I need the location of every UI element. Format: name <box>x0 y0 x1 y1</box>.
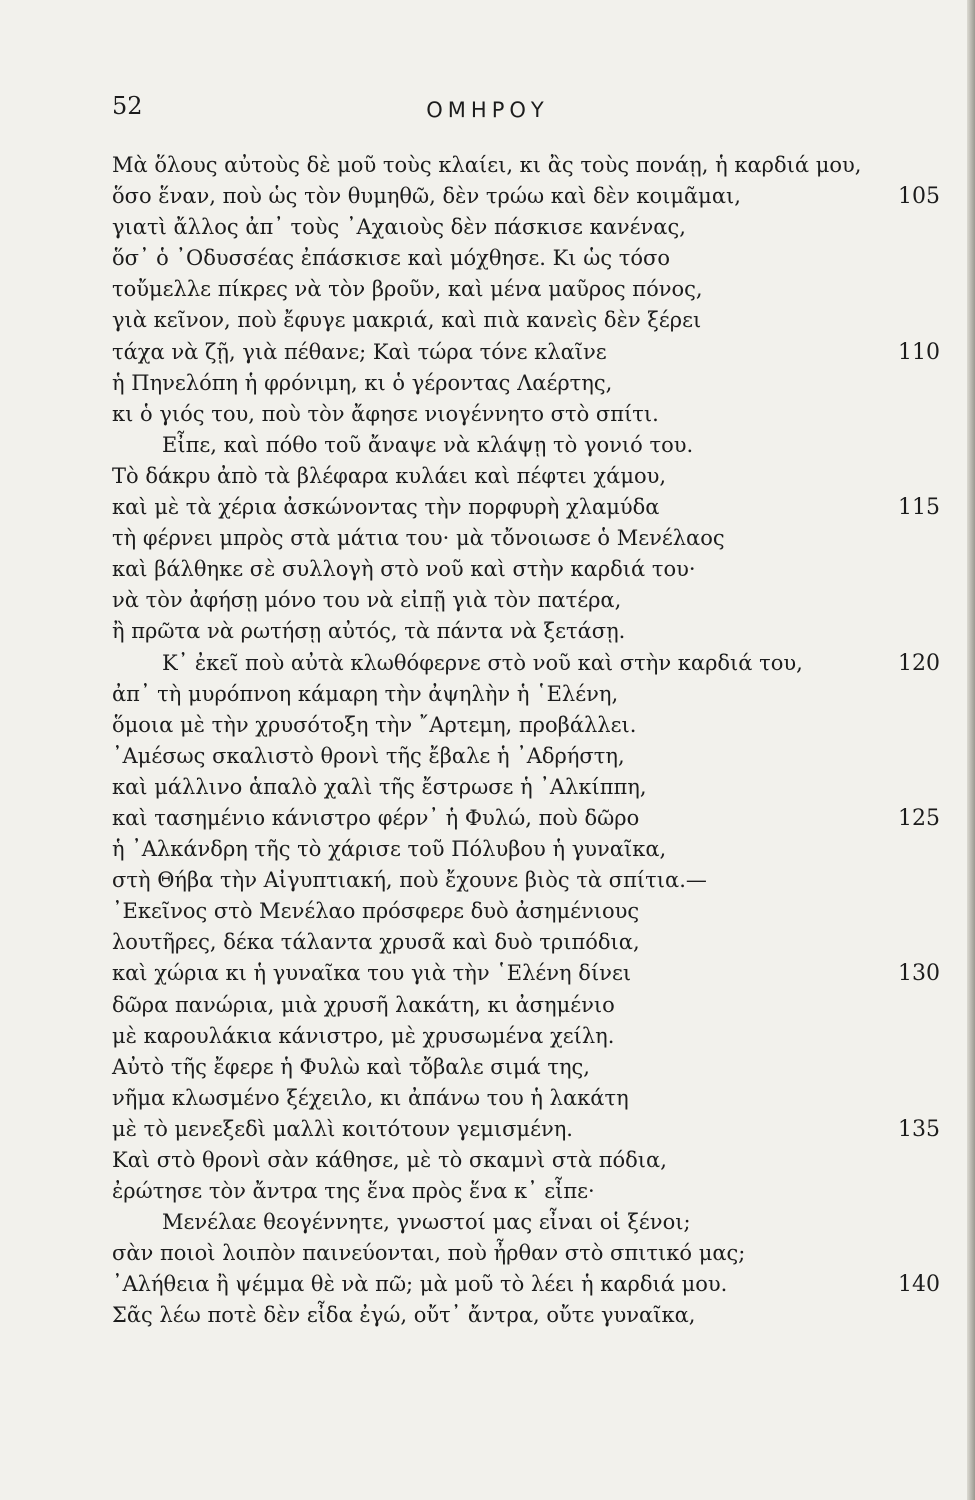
verse-text: καὶ μὲ τὰ χέρια ἀσκώνοντας τὴν πορφυρὴ χλαμύδα <box>112 495 660 520</box>
verse-text: τοὔμελλε πίκρες νὰ τὸν βροῦν, καὶ μένα μαῦρος πόνος, <box>112 277 703 302</box>
verse-text: ἐρώτησε τὸν ἄντρα της ἕνα πρὸς ἕνα κ᾽ εἶπε· <box>112 1179 595 1204</box>
verse-text: Εἶπε, καὶ πόθο τοῦ ἄναψε νὰ κλάψῃ τὸ γονιό του. <box>162 432 694 457</box>
page-header <box>0 92 975 132</box>
poem-line <box>0 1207 975 1238</box>
verse-text: ὅσο ἕναν, ποὺ ὡς τὸν θυμηθῶ, δὲν τρώω καὶ δὲν κοιμᾶμαι, <box>112 184 741 209</box>
verse-text: Μενέλαε θεογέννητε, γνωστοί μας εἶναι οἱ ξένοι; <box>162 1210 691 1235</box>
poem-line <box>0 1269 975 1300</box>
verse-text: Τὸ δάκρυ ἀπὸ τὰ βλέφαρα κυλάει καὶ πέφτει χάμου, <box>112 463 667 488</box>
verse-text: Κ᾽ ἐκεῖ ποὺ αὐτὰ κλωθόφερνε στὸ νοῦ καὶ στὴν καρδιά του, <box>162 650 803 675</box>
verse-text: γιατὶ ἄλλος ἀπ᾽ τοὺς ᾿Αχαιοὺς δὲν πάσκισε κανένας, <box>112 215 686 240</box>
verse-line-number: 130 <box>898 961 940 987</box>
verse-line-number: 140 <box>898 1272 940 1298</box>
poem-line <box>0 1052 975 1083</box>
verse-line-number: 120 <box>898 650 940 676</box>
verse-text: τὴ φέρνει μπρὸς στὰ μάτια του· μὰ τὄνοιωσε ὁ Μενέλαος <box>112 526 725 551</box>
verse-text: ἡ Πηνελόπη ἡ φρόνιμη, κι ὁ γέροντας Λαέρτης, <box>112 370 613 395</box>
verse-text: μὲ τὸ μενεξεδὶ μαλλὶ κοιτότουν γεμισμένη. <box>112 1116 573 1141</box>
poem-line <box>0 741 975 772</box>
verse-text: ᾿Αμέσως σκαλιστὸ θρονὶ τῆς ἔβαλε ἡ ᾿Αδρήστη, <box>112 743 625 768</box>
verse-text: ᾿Εκεῖνος στὸ Μενέλαο πρόσφερε δυὸ ἀσημένιους <box>112 899 640 924</box>
verse-text: σὰν ποιοὶ λοιπὸν παινεύονται, ποὺ ἦρθαν στὸ σπιτικό μας; <box>112 1241 746 1266</box>
poem-line <box>0 585 975 616</box>
poem-line <box>0 399 975 430</box>
poem-line <box>0 710 975 741</box>
poem-line <box>0 305 975 336</box>
verse-text: ἡ ᾿Αλκάνδρη τῆς τὸ χάρισε τοῦ Πόλυβου ἡ γυναῖκα, <box>112 837 667 862</box>
verse-text: γιὰ κεῖνον, ποὺ ἔφυγε μακριά, καὶ πιὰ κανεὶς δὲν ξέρει <box>112 308 702 333</box>
poem-text <box>0 150 975 1332</box>
verse-text: νῆμα κλωσμένο ξέχειλο, κι ἀπάνω του ἡ λακάτη <box>112 1085 629 1110</box>
poem-line <box>0 150 975 181</box>
poem-line <box>0 958 975 989</box>
verse-text: Αὐτὸ τῆς ἔφερε ἡ Φυλὼ καὶ τὄβαλε σιμά της, <box>112 1054 590 1079</box>
page-edge-shadow <box>967 0 975 1500</box>
verse-text: καὶ βάλθηκε σὲ συλλογὴ στὸ νοῦ καὶ στὴν καρδιά του· <box>112 557 696 582</box>
poem-line <box>0 212 975 243</box>
verse-text: ἢ πρῶτα νὰ ρωτήσῃ αὐτός, τὰ πάντα νὰ ξετάσῃ. <box>112 619 626 644</box>
verse-text: Μὰ ὅλους αὐτοὺς δὲ μοῦ τοὺς κλαίει, κι ἂς τοὺς πονάῃ, ἡ καρδιά μου, <box>112 153 862 177</box>
verse-line-number: 135 <box>898 1116 940 1142</box>
poem-line <box>0 679 975 710</box>
poem-line <box>0 337 975 368</box>
verse-text: μὲ καρουλάκια κάνιστρο, μὲ χρυσωμένα χείλη. <box>112 1023 615 1048</box>
poem-line <box>0 1238 975 1269</box>
poem-line <box>0 1114 975 1145</box>
poem-line <box>0 927 975 958</box>
verse-text: κι ὁ γιός του, ποὺ τὸν ἄφησε νιογέννητο στὸ σπίτι. <box>112 401 659 426</box>
poem-line <box>0 492 975 523</box>
poem-line <box>0 1300 975 1331</box>
verse-text: καὶ τασημένιο κάνιστρο φέρν᾽ ἡ Φυλώ, ποὺ δῶρο <box>112 805 640 830</box>
verse-text: ὅμοια μὲ τὴν χρυσότοξη τὴν ῎Αρτεμη, προβάλλει. <box>112 712 637 737</box>
page-number: 52 <box>112 92 143 120</box>
poem-line <box>0 461 975 492</box>
verse-text: νὰ τὸν ἀφήσῃ μόνο του νὰ εἰπῇ γιὰ τὸν πατέρα, <box>112 588 622 613</box>
verse-text: καὶ χώρια κι ἡ γυναῖκα του γιὰ τὴν ῾Ελένη δίνει <box>112 961 632 986</box>
verse-line-number: 125 <box>898 805 940 831</box>
verse-text: καὶ μάλλινο ἁπαλὸ χαλὶ τῆς ἔστρωσε ἡ ᾿Αλκίππη, <box>112 774 647 799</box>
poem-line <box>0 243 975 274</box>
poem-line <box>0 865 975 896</box>
poem-line <box>0 772 975 803</box>
poem-line <box>0 990 975 1021</box>
poem-line <box>0 648 975 679</box>
verse-text: ἀπ᾽ τὴ μυρόπνοη κάμαρη τὴν ἀψηλὴν ἡ ῾Ελένη, <box>112 681 619 706</box>
poem-line <box>0 803 975 834</box>
poem-line <box>0 181 975 212</box>
poem-line <box>0 368 975 399</box>
poem-line <box>0 896 975 927</box>
poem-line <box>0 1083 975 1114</box>
verse-line-number: 115 <box>898 495 940 521</box>
poem-line <box>0 274 975 305</box>
verse-text: Σᾶς λέω ποτὲ δὲν εἶδα ἐγώ, οὔτ᾽ ἄντρα, οὔτε γυναῖκα, <box>112 1303 696 1328</box>
verse-text: δῶρα πανώρια, μιὰ χρυσῆ λακάτη, κι ἀσημένιο <box>112 992 615 1017</box>
poem-line <box>0 554 975 585</box>
verse-line-number: 105 <box>898 184 940 210</box>
running-title: ΟΜΗΡΟΥ <box>426 98 549 122</box>
verse-line-number: 110 <box>898 339 940 365</box>
poem-line <box>0 834 975 865</box>
verse-text: τάχα νὰ ζῇ, γιὰ πέθανε; Καὶ τώρα τόνε κλαῖνε <box>112 339 607 364</box>
verse-text: στὴ Θήβα τὴν Αἰγυπτιακή, ποὺ ἔχουνε βιὸς τὰ σπίτια.— <box>112 868 707 893</box>
poem-line <box>0 523 975 554</box>
poem-line <box>0 1021 975 1052</box>
poem-line <box>0 1176 975 1207</box>
verse-text: ὅσ᾽ ὁ ᾿Οδυσσέας ἐπάσκισε καὶ μόχθησε. Κι ὡς τόσο <box>112 246 671 271</box>
poem-line <box>0 1145 975 1176</box>
poem-line <box>0 616 975 647</box>
poem-line <box>0 430 975 461</box>
verse-text: Καὶ στὸ θρονὶ σὰν κάθησε, μὲ τὸ σκαμνὶ στὰ πόδια, <box>112 1148 667 1172</box>
verse-text: ᾿Αλήθεια ἢ ψέμμα θὲ νὰ πῶ; μὰ μοῦ τὸ λέει ἡ καρδιά μου. <box>112 1272 728 1297</box>
verse-text: λουτῆρες, δέκα τάλαντα χρυσᾶ καὶ δυὸ τριπόδια, <box>112 930 640 955</box>
